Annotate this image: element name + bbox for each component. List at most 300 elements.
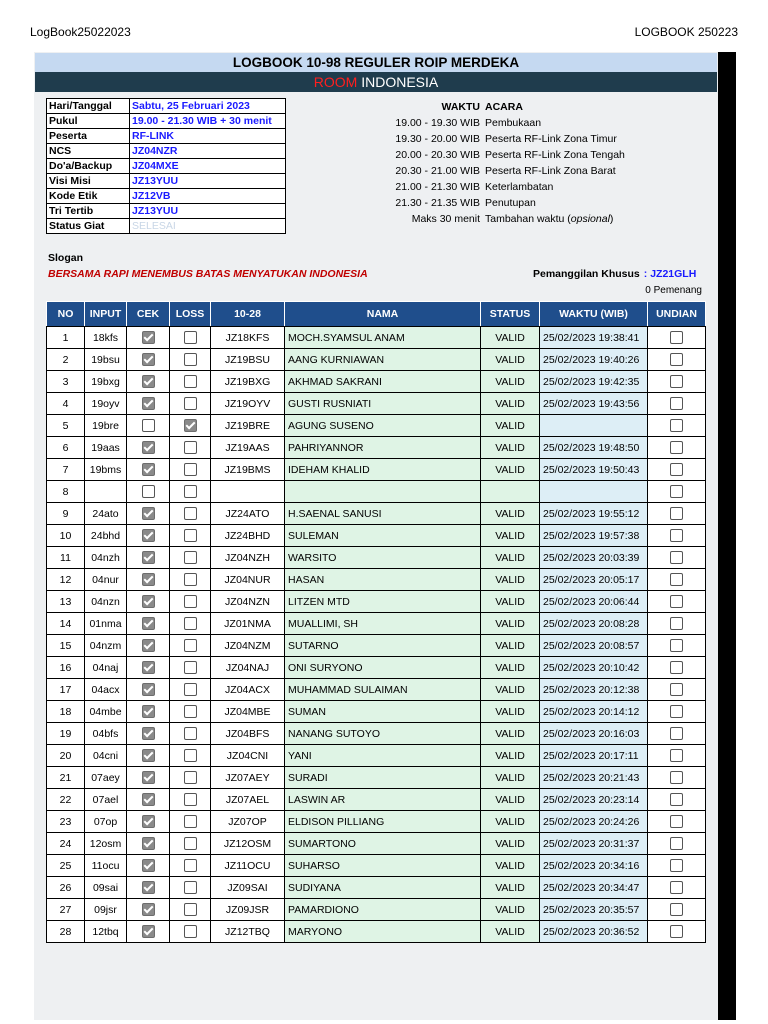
undian-checkbox[interactable] xyxy=(670,397,683,410)
undian-cell xyxy=(648,745,706,767)
cek-checkbox[interactable] xyxy=(142,881,155,894)
loss-cell xyxy=(170,745,211,767)
row-name: LITZEN MTD xyxy=(285,591,481,613)
row-status: VALID xyxy=(481,811,540,833)
loss-checkbox[interactable] xyxy=(184,727,197,740)
table-row xyxy=(47,855,706,877)
cek-checkbox[interactable] xyxy=(142,419,155,432)
cek-cell xyxy=(127,547,170,569)
undian-checkbox[interactable] xyxy=(670,859,683,872)
row-status: VALID xyxy=(481,613,540,635)
schedule-time: 21.30 - 21.35 WIB xyxy=(395,197,480,209)
undian-checkbox[interactable] xyxy=(670,375,683,388)
row-callsign: JZ07AEL xyxy=(211,789,285,811)
row-number: 13 xyxy=(47,591,85,613)
row-status: VALID xyxy=(481,767,540,789)
row-status: VALID xyxy=(481,459,540,481)
schedule-event: Keterlambatan xyxy=(485,181,554,193)
loss-checkbox[interactable] xyxy=(184,683,197,696)
loss-cell xyxy=(170,833,211,855)
row-callsign xyxy=(211,481,285,503)
row-input xyxy=(85,481,127,503)
loss-cell xyxy=(170,459,211,481)
row-callsign: JZ19BMS xyxy=(211,459,285,481)
undian-cell xyxy=(648,393,706,415)
room-banner xyxy=(35,72,717,92)
schedule-extra xyxy=(340,211,625,227)
table-row xyxy=(47,921,706,943)
loss-cell xyxy=(170,635,211,657)
undian-checkbox[interactable] xyxy=(670,507,683,520)
cek-checkbox[interactable] xyxy=(142,749,155,762)
row-input: 19aas xyxy=(85,437,127,459)
row-status: VALID xyxy=(481,547,540,569)
column-header: 10-28 xyxy=(211,302,285,327)
undian-cell xyxy=(648,437,706,459)
undian-checkbox[interactable] xyxy=(670,771,683,784)
row-name: IDEHAM KHALID xyxy=(285,459,481,481)
table-row xyxy=(47,503,706,525)
schedule-time: 20.30 - 21.00 WIB xyxy=(395,165,480,177)
schedule-header-event: ACARA xyxy=(485,101,523,113)
info-row xyxy=(47,114,286,129)
undian-checkbox[interactable] xyxy=(670,815,683,828)
info-row xyxy=(47,159,286,174)
cek-cell xyxy=(127,393,170,415)
cek-checkbox[interactable] xyxy=(142,463,155,476)
row-status: VALID xyxy=(481,349,540,371)
loss-checkbox[interactable] xyxy=(184,925,197,938)
row-name: AGUNG SUSENO xyxy=(285,415,481,437)
info-value: JZ04NZR xyxy=(130,144,286,159)
undian-checkbox[interactable] xyxy=(670,353,683,366)
undian-checkbox[interactable] xyxy=(670,749,683,762)
row-time: 25/02/2023 19:55:12 xyxy=(540,503,648,525)
table-row xyxy=(47,437,706,459)
slogan-text: BERSAMA RAPI MENEMBUS BATAS MENYATUKAN INDONESIA xyxy=(48,268,368,280)
cek-checkbox[interactable] xyxy=(142,903,155,916)
column-header: WAKTU (WIB) xyxy=(540,302,648,327)
cek-checkbox[interactable] xyxy=(142,683,155,696)
cek-cell xyxy=(127,591,170,613)
cek-checkbox[interactable] xyxy=(142,375,155,388)
loss-checkbox[interactable] xyxy=(184,507,197,520)
row-time: 25/02/2023 19:43:56 xyxy=(540,393,648,415)
row-number: 8 xyxy=(47,481,85,503)
cek-cell xyxy=(127,833,170,855)
undian-cell xyxy=(648,591,706,613)
schedule-extra-event: Tambahan waktu ( xyxy=(485,213,571,225)
row-input: 19bre xyxy=(85,415,127,437)
undian-checkbox[interactable] xyxy=(670,331,683,344)
table-header-row xyxy=(47,302,706,327)
undian-checkbox[interactable] xyxy=(670,925,683,938)
loss-checkbox[interactable] xyxy=(184,793,197,806)
row-status: VALID xyxy=(481,503,540,525)
row-name: ELDISON PILLIANG xyxy=(285,811,481,833)
undian-checkbox[interactable] xyxy=(670,551,683,564)
row-number: 6 xyxy=(47,437,85,459)
row-number: 14 xyxy=(47,613,85,635)
schedule-time: 21.00 - 21.30 WIB xyxy=(395,181,480,193)
row-time: 25/02/2023 19:48:50 xyxy=(540,437,648,459)
row-time: 25/02/2023 20:36:52 xyxy=(540,921,648,943)
loss-checkbox[interactable] xyxy=(184,881,197,894)
column-header: CEK xyxy=(127,302,170,327)
row-input: 04nzn xyxy=(85,591,127,613)
slogan-label: Slogan xyxy=(48,252,84,264)
row-status: VALID xyxy=(481,877,540,899)
row-name: PAMARDIONO xyxy=(285,899,481,921)
loss-cell xyxy=(170,899,211,921)
column-header: STATUS xyxy=(481,302,540,327)
info-value: Sabtu, 25 Februari 2023 xyxy=(130,99,286,114)
undian-checkbox[interactable] xyxy=(670,793,683,806)
row-number: 2 xyxy=(47,349,85,371)
table-row xyxy=(47,635,706,657)
info-value: JZ04MXE xyxy=(130,159,286,174)
cek-checkbox[interactable] xyxy=(142,507,155,520)
row-time: 25/02/2023 20:10:42 xyxy=(540,657,648,679)
loss-checkbox[interactable] xyxy=(184,375,197,388)
loss-checkbox[interactable] xyxy=(184,617,197,630)
undian-cell xyxy=(648,547,706,569)
row-input: 04acx xyxy=(85,679,127,701)
undian-cell xyxy=(648,657,706,679)
cek-cell xyxy=(127,679,170,701)
loss-checkbox[interactable] xyxy=(184,353,197,366)
row-input: 12tbq xyxy=(85,921,127,943)
schedule-header-time: WAKTU xyxy=(441,101,480,113)
undian-checkbox[interactable] xyxy=(670,639,683,652)
row-input: 24ato xyxy=(85,503,127,525)
loss-checkbox[interactable] xyxy=(184,705,197,718)
loss-cell xyxy=(170,371,211,393)
undian-cell xyxy=(648,723,706,745)
loss-checkbox[interactable] xyxy=(184,595,197,608)
row-callsign: JZ19BSU xyxy=(211,349,285,371)
cek-cell xyxy=(127,635,170,657)
row-input: 04nzm xyxy=(85,635,127,657)
row-input: 04bfs xyxy=(85,723,127,745)
undian-checkbox[interactable] xyxy=(670,573,683,586)
row-time: 25/02/2023 19:57:38 xyxy=(540,525,648,547)
row-number: 28 xyxy=(47,921,85,943)
loss-checkbox[interactable] xyxy=(184,661,197,674)
cek-cell xyxy=(127,877,170,899)
column-header: INPUT xyxy=(85,302,127,327)
undian-checkbox[interactable] xyxy=(670,419,683,432)
loss-checkbox[interactable] xyxy=(184,903,197,916)
row-input: 12osm xyxy=(85,833,127,855)
row-time: 25/02/2023 20:34:47 xyxy=(540,877,648,899)
cek-checkbox[interactable] xyxy=(142,661,155,674)
row-name xyxy=(285,481,481,503)
row-callsign: JZ04NZN xyxy=(211,591,285,613)
row-time: 25/02/2023 20:08:57 xyxy=(540,635,648,657)
row-input: 04mbe xyxy=(85,701,127,723)
row-input: 09sai xyxy=(85,877,127,899)
cek-cell xyxy=(127,481,170,503)
row-status: VALID xyxy=(481,437,540,459)
loss-cell xyxy=(170,503,211,525)
page-header-left: LogBook25022023 xyxy=(30,25,131,39)
undian-cell xyxy=(648,371,706,393)
info-label: NCS xyxy=(47,144,130,159)
row-callsign: JZ01NMA xyxy=(211,613,285,635)
undian-cell xyxy=(648,855,706,877)
undian-checkbox[interactable] xyxy=(670,617,683,630)
row-status: VALID xyxy=(481,789,540,811)
info-label: Do'a/Backup xyxy=(47,159,130,174)
row-status: VALID xyxy=(481,327,540,349)
undian-cell xyxy=(648,767,706,789)
loss-cell xyxy=(170,877,211,899)
page-header-right: LOGBOOK 250223 xyxy=(634,25,738,39)
row-status: VALID xyxy=(481,415,540,437)
schedule-row xyxy=(340,179,625,195)
loss-checkbox[interactable] xyxy=(184,463,197,476)
loss-checkbox[interactable] xyxy=(184,859,197,872)
schedule-time: 20.00 - 20.30 WIB xyxy=(395,149,480,161)
row-time: 25/02/2023 19:42:35 xyxy=(540,371,648,393)
row-status: VALID xyxy=(481,371,540,393)
row-callsign: JZ09SAI xyxy=(211,877,285,899)
table-row xyxy=(47,723,706,745)
loss-checkbox[interactable] xyxy=(184,771,197,784)
row-callsign: JZ19BXG xyxy=(211,371,285,393)
loss-checkbox[interactable] xyxy=(184,815,197,828)
loss-checkbox[interactable] xyxy=(184,331,197,344)
cek-checkbox[interactable] xyxy=(142,727,155,740)
loss-checkbox[interactable] xyxy=(184,749,197,762)
row-input: 04nur xyxy=(85,569,127,591)
table-row xyxy=(47,415,706,437)
cek-checkbox[interactable] xyxy=(142,485,155,498)
cek-checkbox[interactable] xyxy=(142,353,155,366)
special-call xyxy=(533,268,696,280)
undian-checkbox[interactable] xyxy=(670,881,683,894)
undian-checkbox[interactable] xyxy=(670,529,683,542)
info-row xyxy=(47,144,286,159)
undian-cell xyxy=(648,525,706,547)
schedule-extra-time: Maks 30 menit xyxy=(411,213,480,225)
row-number: 26 xyxy=(47,877,85,899)
cek-checkbox[interactable] xyxy=(142,771,155,784)
row-name: AKHMAD SAKRANI xyxy=(285,371,481,393)
table-row xyxy=(47,569,706,591)
cek-checkbox[interactable] xyxy=(142,529,155,542)
row-input: 04nzh xyxy=(85,547,127,569)
row-status: VALID xyxy=(481,657,540,679)
loss-cell xyxy=(170,789,211,811)
column-header: NO xyxy=(47,302,85,327)
cek-checkbox[interactable] xyxy=(142,331,155,344)
undian-checkbox[interactable] xyxy=(670,441,683,454)
loss-checkbox[interactable] xyxy=(184,837,197,850)
row-callsign: JZ12OSM xyxy=(211,833,285,855)
undian-cell xyxy=(648,459,706,481)
cek-cell xyxy=(127,415,170,437)
loss-cell xyxy=(170,855,211,877)
loss-checkbox[interactable] xyxy=(184,551,197,564)
row-name: MOCH.SYAMSUL ANAM xyxy=(285,327,481,349)
row-time: 25/02/2023 20:16:03 xyxy=(540,723,648,745)
cek-checkbox[interactable] xyxy=(142,815,155,828)
row-time xyxy=(540,481,648,503)
undian-checkbox[interactable] xyxy=(670,463,683,476)
row-name: SURADI xyxy=(285,767,481,789)
schedule-event: Peserta RF-Link Zona Timur xyxy=(485,133,617,145)
schedule-event: Penutupan xyxy=(485,197,536,209)
loss-checkbox[interactable] xyxy=(184,441,197,454)
cek-checkbox[interactable] xyxy=(142,639,155,652)
row-name: SUTARNO xyxy=(285,635,481,657)
schedule-event: Peserta RF-Link Zona Barat xyxy=(485,165,616,177)
loss-cell xyxy=(170,613,211,635)
row-time: 25/02/2023 20:03:39 xyxy=(540,547,648,569)
table-row xyxy=(47,371,706,393)
row-status xyxy=(481,481,540,503)
sheet-edge-bar xyxy=(718,52,736,1020)
undian-checkbox[interactable] xyxy=(670,485,683,498)
undian-checkbox[interactable] xyxy=(670,661,683,674)
row-time: 25/02/2023 20:17:11 xyxy=(540,745,648,767)
undian-cell xyxy=(648,921,706,943)
loss-checkbox[interactable] xyxy=(184,485,197,498)
table-row xyxy=(47,613,706,635)
row-status: VALID xyxy=(481,921,540,943)
winner-count: 0 Pemenang xyxy=(645,285,702,296)
table-row xyxy=(47,657,706,679)
row-callsign: JZ24ATO xyxy=(211,503,285,525)
info-row xyxy=(47,174,286,189)
row-name: ONI SURYONO xyxy=(285,657,481,679)
row-callsign: JZ04ACX xyxy=(211,679,285,701)
row-time: 25/02/2023 20:35:57 xyxy=(540,899,648,921)
column-header: LOSS xyxy=(170,302,211,327)
row-number: 17 xyxy=(47,679,85,701)
loss-checkbox[interactable] xyxy=(184,573,197,586)
row-time: 25/02/2023 19:50:43 xyxy=(540,459,648,481)
loss-cell xyxy=(170,547,211,569)
cek-cell xyxy=(127,767,170,789)
info-table xyxy=(46,98,286,234)
row-name: MARYONO xyxy=(285,921,481,943)
schedule-extra-close: ) xyxy=(609,213,614,225)
row-time: 25/02/2023 20:34:16 xyxy=(540,855,648,877)
loss-cell xyxy=(170,811,211,833)
cek-checkbox[interactable] xyxy=(142,551,155,564)
cek-cell xyxy=(127,503,170,525)
row-name: PAHRIYANNOR xyxy=(285,437,481,459)
info-label: Visi Misi xyxy=(47,174,130,189)
cek-checkbox[interactable] xyxy=(142,925,155,938)
cek-checkbox[interactable] xyxy=(142,441,155,454)
undian-checkbox[interactable] xyxy=(670,705,683,718)
loss-checkbox[interactable] xyxy=(184,529,197,542)
cek-checkbox[interactable] xyxy=(142,837,155,850)
row-name: MUHAMMAD SULAIMAN xyxy=(285,679,481,701)
cek-checkbox[interactable] xyxy=(142,397,155,410)
info-value: JZ12VB xyxy=(130,189,286,204)
loss-cell xyxy=(170,349,211,371)
info-row xyxy=(47,204,286,219)
column-header: UNDIAN xyxy=(648,302,706,327)
undian-checkbox[interactable] xyxy=(670,837,683,850)
cek-cell xyxy=(127,569,170,591)
undian-checkbox[interactable] xyxy=(670,727,683,740)
loss-checkbox[interactable] xyxy=(184,639,197,652)
row-input: 07op xyxy=(85,811,127,833)
logbook-table xyxy=(46,301,706,943)
table-row xyxy=(47,393,706,415)
row-callsign: JZ07AEY xyxy=(211,767,285,789)
cek-checkbox[interactable] xyxy=(142,859,155,872)
row-name: SULEMAN xyxy=(285,525,481,547)
row-callsign: JZ04NZH xyxy=(211,547,285,569)
cek-checkbox[interactable] xyxy=(142,595,155,608)
row-number: 10 xyxy=(47,525,85,547)
cek-cell xyxy=(127,723,170,745)
undian-checkbox[interactable] xyxy=(670,683,683,696)
row-input: 18kfs xyxy=(85,327,127,349)
undian-checkbox[interactable] xyxy=(670,595,683,608)
room-name: INDONESIA xyxy=(361,74,439,90)
row-name: GUSTI RUSNIATI xyxy=(285,393,481,415)
undian-cell xyxy=(648,327,706,349)
schedule-row xyxy=(340,147,625,163)
row-number: 7 xyxy=(47,459,85,481)
row-name: HASAN xyxy=(285,569,481,591)
undian-cell xyxy=(648,349,706,371)
table-row xyxy=(47,899,706,921)
row-status: VALID xyxy=(481,525,540,547)
loss-checkbox[interactable] xyxy=(184,419,197,432)
cek-checkbox[interactable] xyxy=(142,617,155,630)
row-name: WARSITO xyxy=(285,547,481,569)
info-label: Kode Etik xyxy=(47,189,130,204)
row-callsign: JZ11OCU xyxy=(211,855,285,877)
cek-cell xyxy=(127,613,170,635)
cek-cell xyxy=(127,745,170,767)
cek-checkbox[interactable] xyxy=(142,573,155,586)
loss-checkbox[interactable] xyxy=(184,397,197,410)
row-number: 12 xyxy=(47,569,85,591)
loss-cell xyxy=(170,327,211,349)
row-time: 25/02/2023 20:14:12 xyxy=(540,701,648,723)
undian-cell xyxy=(648,569,706,591)
row-number: 18 xyxy=(47,701,85,723)
table-row xyxy=(47,679,706,701)
room-label: ROOM xyxy=(313,74,358,90)
row-name: MUALLIMI, SH xyxy=(285,613,481,635)
cek-checkbox[interactable] xyxy=(142,705,155,718)
undian-cell xyxy=(648,503,706,525)
info-value: SELESAI xyxy=(130,219,286,234)
cek-cell xyxy=(127,899,170,921)
loss-cell xyxy=(170,657,211,679)
cek-checkbox[interactable] xyxy=(142,793,155,806)
loss-cell xyxy=(170,481,211,503)
cek-cell xyxy=(127,371,170,393)
row-name: H.SAENAL SANUSI xyxy=(285,503,481,525)
undian-checkbox[interactable] xyxy=(670,903,683,916)
row-status: VALID xyxy=(481,591,540,613)
row-status: VALID xyxy=(481,723,540,745)
row-status: VALID xyxy=(481,679,540,701)
table-row xyxy=(47,349,706,371)
